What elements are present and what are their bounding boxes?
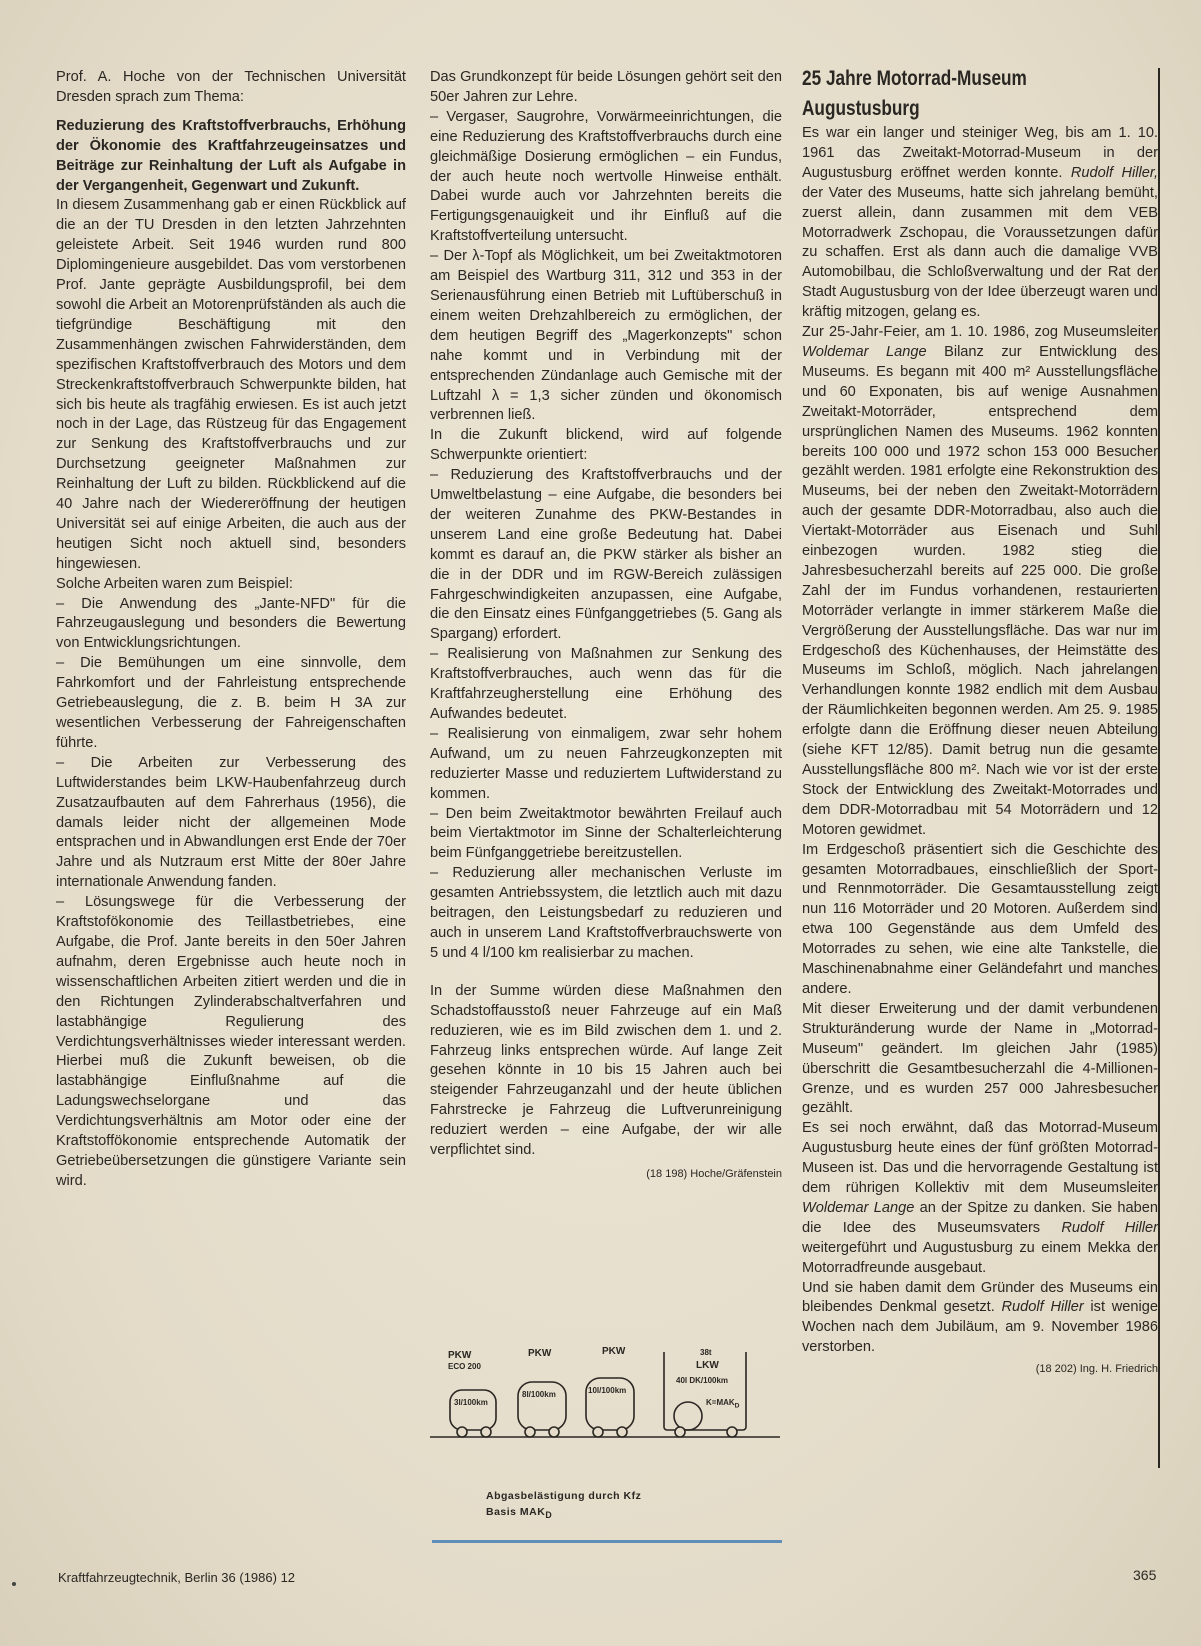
person-name: Rudolf Hiller [1061, 1219, 1159, 1236]
section-heading: Reduzierung des Kraftstoffverbrauchs, Erhöhung der Ökonomie des Kraftfahrzeugeinsatzes und Beiträge zur Reinhaltung der Luft als Aufgabe in der Vergangenheit, Gegenwart und Zukunft. [56, 117, 406, 194]
vehicle-2-value: 8l/100km [522, 1390, 556, 1399]
truck-weight-label: 38t [700, 1348, 712, 1357]
page-number: 365 [1133, 1567, 1157, 1583]
list-item: – Reduzierung des Kraftstoffverbrauchs und der Umweltbelastung – eine Aufgabe, die besonders bei der weiteren Zunahme des PKW-Bestandes in unserem Land eine große Bedeutung hat. Dabei kommt es darauf an, die PKW stärker als bisher an die in der DDR und im RGW-Bereich zulässigen Fahrgeschwindigkeiten anzupassen, eine Aufgabe, die den Einsatz eines Fünfganggetriebes (5. Gang als Spargang) erfordert. [430, 467, 782, 643]
vehicle-1-label: PKW [448, 1350, 472, 1361]
figure-caption [486, 1488, 641, 1523]
paragraph: Das Grundkonzept für beide Lösungen gehört seit den 50er Jahren zur Lehre. [430, 69, 782, 105]
paragraph: In der Summe würden diese Maßnahmen den Schadstoffausstoß neuer Fahrzeuge auf ein Maß reduzieren, wie es im Bild zwischen dem 1. und 2. Fahrzeug links entsprechen würde. Auf lange Zeit gesehen könnte in 10 bis 15 Jahren auch bei steigender Fahrzeuganzahl und der heute üblichen Fahrstrecke je Fahrzeug die Luftverunreinigung reduziert werden – eine Aufgabe, der wir alle verpflichtet sind. [430, 982, 782, 1159]
text-run: an der Spitze zu danken. Sie haben die Idee des Museumsvaters [802, 1199, 1158, 1236]
paragraph: Mit dieser Erweiterung und der damit verbundenen Strukturänderung wurde der Name in „Motorrad-Museum" geändert. Im gleichen Jahr (1985) überschritt die Gesamtbesucherzahl die 4-Millionen-Grenze, und es wurden 257 000 Jahresbesucher gezählt. [802, 1000, 1158, 1117]
truck-equation-subscript: D [734, 1402, 740, 1410]
person-name: Woldemar Lange [802, 343, 927, 360]
caption-line-2-text: Basis MAK [486, 1506, 546, 1518]
paragraph: In diesem Zusammenhang gab er einen Rückblick auf die an der TU Dresden in den letzten Jahrzehnten geleistete Arbeit. Seit 1946 wurden rund 800 Diplomingenieure ausgebildet. Das vom verstorbenen Prof. Jante geprägte Ausbildungsprofil, bei dem sowohl die Arbeit an Motorenprüfständen als auch die tiefgründige Beschäftigung mit den Zusammenhängen zwischen Fahrwiderständen, dem spezifischen Kraftstoffverbrauch des Motors und dem Streckenkraftstoffverbrauch Schwerpunkte bilden, hat sich bis heute als tragfähig erwiesen. Es ist auch jetzt noch in der Lage, das Rüstzeug für das Engagement zur Senkung des Kraftstoffverbrauchs und zur Durchsetzung geeigneter Maßnahmen zur Reinhaltung der Luft zu bilden. Rückblickend auf die 40 Jahre nach der Wiedereröffnung der heutigen Universität sei auf einige Arbeiten, die auch aus der heutigen Sicht noch aktuell sind, besonders hingewiesen. [56, 197, 406, 572]
paragraph [802, 1279, 1158, 1359]
text-run: Zur 25-Jahr-Feier, am 1. 10. 1986, zog Museumsleiter [802, 324, 1158, 341]
list-item: – Lösungswege für die Verbesserung der Kraftstofökonomie des Teillastbetriebes, eine Aufgabe, die Prof. Jante bereits in den 50er Jahren aufnahm, deren Ergebnisse auch heute noch in wissenschaftlichen Arbeiten zitiert werden und die in den Richtungen Zylinderabschaltverfahren und lastabhängige Regulierung des Verdichtungsverhältnisses wieder interessant werden. Hierbei muß die Zukunft beweisen, ob die lastabhängige Einflußnahme auf die Ladungswechselorgane und das Verdichtungsverhältnis am Motor oder eine der Kraftstoffökonomie entsprechende Automatik der Getriebeübersetzungen die günstigere Variante sein wird. [56, 894, 406, 1189]
journal-footer: Kraftfahrzeugtechnik, Berlin 36 (1986) 12 [58, 1570, 296, 1585]
column-2 [430, 68, 782, 1181]
truck-label: LKW [696, 1360, 719, 1371]
truck-value: 40l DK/100km [676, 1376, 729, 1385]
text-run: Bilanz zur Entwicklung des Museums. Es begann mit 400 m² Ausstellungsfläche und 60 Exponaten, bis auf wenige Ausnahmen Zweitakt-Motorräder, entsprechend dem ursprünglichen Namen des Museums. 1962 konnten bereits 100 000 und 1972 schon 153 000 Besucher gezählt werden. 1981 erfolgte eine Rekonstruktion des Museums, bei der neben den Zweitakt-Motorrädern auch der gesamte DDR-Motorradbau, also auch die Viertakt-Motorräder aus Eisenach und Suhl einbezogen wurden. 1982 stieg die Jahresbesucherzahl bereits auf 225 000. Die große Zahl der im Fundus vorhandenen, restaurierten Motorräder verlangte in immer stärkerem Maße die Vergrößerung der Ausstellungsfläche. Das war nur im Erdgeschoß des Küchenhauses, der Heimstätte des Museums im Schloß, möglich. Nach jahrelangen Verhandlungen konnte 1982 endlich mit dem Ausbau der Räumlichkeiten begonnen werden. Am 25. 9. 1985 erfolgte dann die Eröffnung dieser neuen Abteilung (siehe KFT 12/85). Damit betrug nun die gesamte Ausstellungsfläche 800 m². Nach wie vor ist der erste Stock der Entwicklung des Zweitakt-Motorrades und dem DDR-Motorradbau mit 54 Motorrädern und 12 Motoren gewidmet. [802, 343, 1159, 838]
vehicle-1-value: 3l/100km [454, 1398, 488, 1407]
vehicle-2-label: PKW [528, 1348, 552, 1359]
text-run: ist wenige Wochen nach dem Jubiläum, am 9. November 1986 verstorben. [802, 1299, 1159, 1356]
truck-equation [706, 1398, 739, 1410]
list-item: – Den beim Zweitaktmotor bewährten Freilauf auch beim Viertaktmotor im Sinne der Schalterleichterung beim Fünfganggetriebe bereitzustellen. [430, 805, 782, 862]
caption-line-2 [486, 1504, 641, 1523]
text-run: der Vater des Museums, hatte sich jahrelang bemüht, zuerst allein, dann zusammen mit dem VEB Motorradwerk Zschopau, die Voraussetzungen dafür zu schaffen. Erst als dann auch die damalige VVB Automobilbau, die Schloßverwaltung und der Rat der Stadt Augustusburg von der Idee überzeugt waren und kräftig mitzogen, gelang es. [802, 184, 1158, 321]
list-item: – Die Bemühungen um eine sinnvolle, dem Fahrkomfort und der Fahrleistung entsprechende Getriebeauslegung, die z. B. beim H 3A zur wesentlichen Verbesserung der Fahreigenschaften führte. [56, 655, 406, 751]
column-1 [56, 68, 406, 1192]
text-run: weitergeführt und Augustusburg zu einem Mekka der Motorradfreunde ausgebaut. [802, 1239, 1158, 1276]
person-name: Woldemar Lange [802, 1199, 915, 1216]
caption-line-2-subscript: D [545, 1510, 553, 1521]
box-rule-vertical [1158, 68, 1160, 1468]
article-title-line-1: 25 Jahre Motorrad-Museum [802, 67, 1027, 90]
emissions-figure [430, 1346, 782, 1582]
author-credit: (18 202) Ing. H. Friedrich [1035, 1363, 1158, 1376]
intro-paragraph: Prof. A. Hoche von der Technischen Universität Dresden sprach zum Thema: [56, 69, 406, 105]
vehicle-1-sublabel: ECO 200 [448, 1362, 481, 1371]
list-item: – Reduzierung aller mechanischen Verluste im gesamten Antriebssystem, die letztlich auch mit dazu beitragen, den Leistungsbedarf zu reduzieren und auch in unserem Land Kraftstoffverbrauchswerte von 5 und 4 l/100 km realisierbar zu machen. [430, 865, 782, 961]
list-item: – Die Arbeiten zur Verbesserung des Luftwiderstandes beim LKW-Haubenfahrzeug durch Zusatzaufbauten auf dem Fahrerhaus (1956), die damals leider nicht der allgemeinen Mode entsprachen und in Abwandlungen erst Ende der 70er Jahre und als Nutzraum erst Mitte der 80er Jahre internationale Anwendung fanden. [56, 754, 406, 891]
person-name: Rudolf Hiller, [1070, 164, 1158, 181]
figure-underline [432, 1540, 782, 1543]
paragraph: Solche Arbeiten waren zum Beispiel: [56, 575, 293, 592]
article-title-line-2: Augustusburg [802, 97, 920, 120]
person-name: Rudolf Hiller [1001, 1299, 1084, 1316]
list-item: – Der λ-Topf als Möglichkeit, um bei Zweitaktmotoren am Beispiel des Wartburg 311, 312 und 353 in der Serienausführung einen Betrieb mit Luftüberschuß in einem weiten Drehzahlbereich zu ermöglichen, der dem heutigen Begriff des „Magerkonzepts" schon nahe kommt und in Verbindung mit der entsprechenden Zündanlage auch Gemische mit der Luftzahl λ = 1,3 sicher zünden und ökonomisch verbrennen ließ. [430, 248, 782, 424]
text-run: Und sie haben damit dem Gründer des Museums ein bleibendes Denkmal gesetzt. [802, 1279, 1158, 1316]
list-item: – Vergaser, Saugrohre, Vorwärmeeinrichtungen, die eine Reduzierung des Kraftstoffverbrauchs durch eine gleichmäßige Dosierung ermöglichen – ein Fundus, der auch heute noch wertvolle Hinweise enthält. Dabei wurde auch vor Jahrzehnten bereits die Fertigungsgenauigkeit und ihr Einfluß auf die Kraftstoffverteilung untersucht. [430, 108, 782, 245]
list-item: – Die Anwendung des „Jante-NFD" für die Fahrzeugauslegung und besonders die Bewertung von Entwicklungsrichtungen. [56, 595, 406, 652]
list-item: – Realisierung von einmaligem, zwar sehr hohem Aufwand, um zu neuen Fahrzeugkonzepten mit reduzierter Masse und reduziertem Luftwiderstand zu kommen. [430, 725, 782, 802]
column-3 [802, 64, 1158, 1376]
text-run: Es sei noch erwähnt, daß das Motorrad-Museum Augustusburg heute eines der fünf größten Motorrad-Museen ist. Das und die hervorragende Gestaltung ist dem rührigen Kollektiv mit dem Museumsleiter [802, 1120, 1158, 1197]
paragraph: In die Zukunft blickend, wird auf folgende Schwerpunkte orientiert: [430, 427, 782, 464]
paragraph [802, 1119, 1158, 1278]
list-item: – Realisierung von Maßnahmen zur Senkung des Kraftstoffverbrauches, auch wenn das für die Kraftfahrzeugherstellung eine Erhöhung des Aufwandes bedeutet. [430, 646, 782, 722]
text-run: Es war ein langer und steiniger Weg, bis am 1. 10. 1961 das Zweitakt-Motorrad-Museum in der Augustusburg eröffnet werden konnte. [802, 125, 1158, 181]
paragraph [802, 323, 1158, 841]
vehicle-3-label: PKW [602, 1346, 626, 1357]
truck-equation-text: K=MAK [706, 1398, 735, 1407]
vehicles-diagram [430, 1352, 782, 1492]
caption-line-1: Abgasbelästigung durch Kfz [486, 1490, 642, 1502]
paragraph: Im Erdgeschoß präsentiert sich die Geschichte des gesamten Motorradbaues, einschließlich der Sport- und Rennmotorräder. Die Gesamtausstellung zeigt nun 116 Motorräder und 20 Motoren. Außerdem sind etwa 100 Gegenstände aus dem Umfeld des Motorrades zu sehen, wie eine alte Tankstelle, die Maschinenabnahme einer Geländefahrt und manches andere. [802, 841, 1158, 997]
margin-mark [12, 1582, 16, 1586]
vehicle-3-value: 10l/100km [588, 1386, 627, 1395]
paragraph [802, 124, 1158, 323]
author-credit: (18 198) Hoche/Gräfenstein [646, 1167, 782, 1180]
